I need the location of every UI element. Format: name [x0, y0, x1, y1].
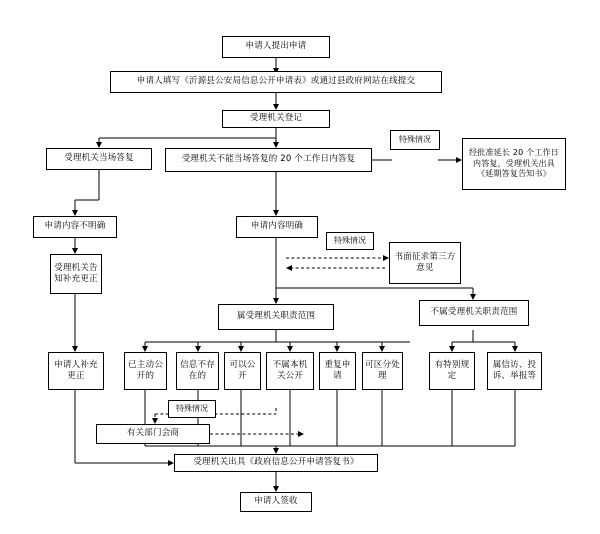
node-repeat-application: 重复申请	[319, 352, 356, 390]
node-content-unclear: 申请内容不明确	[33, 216, 117, 238]
node-outside-scope: 不属受理机关职责范围	[419, 300, 529, 326]
node-within-scope: 属受理机关职责范围	[218, 304, 334, 330]
annotation-special-case-2: 特殊情况	[326, 232, 374, 250]
node-can-disclose: 可以公开	[224, 352, 261, 390]
node-already-public: 已主动公开的	[124, 352, 167, 390]
node-onsite-reply: 受理机关当场答复	[46, 148, 152, 170]
node-notify-supplement: 受理机关告知补充更正	[50, 254, 102, 294]
node-not-exist: 信息不存在的	[176, 352, 219, 390]
node-special-provision: 有特别规定	[429, 352, 475, 390]
node-petition-complaint: 属信访、投诉、举报等	[487, 352, 542, 390]
node-not-this-agency: 不属本机关公开	[266, 352, 314, 390]
node-fill-application-form: 申请人填写《沂源县公安局信息公开申请表》或通过县政府网站在线提交	[110, 71, 442, 93]
node-extended-reply-notice: 经批准延长 20 个工作日内答复，受理机关出具《延期答复告知书》	[462, 138, 566, 190]
node-departments-consultation: 有关部门会商	[96, 424, 210, 444]
node-separable-handling: 可区分处理	[362, 352, 403, 390]
node-consult-third-party: 书面征求第三方意见	[389, 242, 461, 284]
annotation-special-case-1: 特殊情况	[390, 130, 440, 150]
node-applicant-submits: 申请人提出申请	[222, 36, 330, 58]
node-content-clear: 申请内容明确	[236, 216, 318, 238]
annotation-special-case-3: 特殊情况	[168, 400, 216, 418]
node-issue-reply-letter: 受理机关出具《政府信息公开申请答复书》	[174, 454, 378, 472]
node-reply-within-20-days: 受理机关不能当场答复的 20 个工作日内答复	[165, 148, 372, 172]
node-applicant-supplements: 申请人补充更正	[48, 352, 104, 390]
node-applicant-receives: 申请人签收	[240, 492, 312, 512]
node-registration: 受理机关登记	[222, 110, 330, 128]
